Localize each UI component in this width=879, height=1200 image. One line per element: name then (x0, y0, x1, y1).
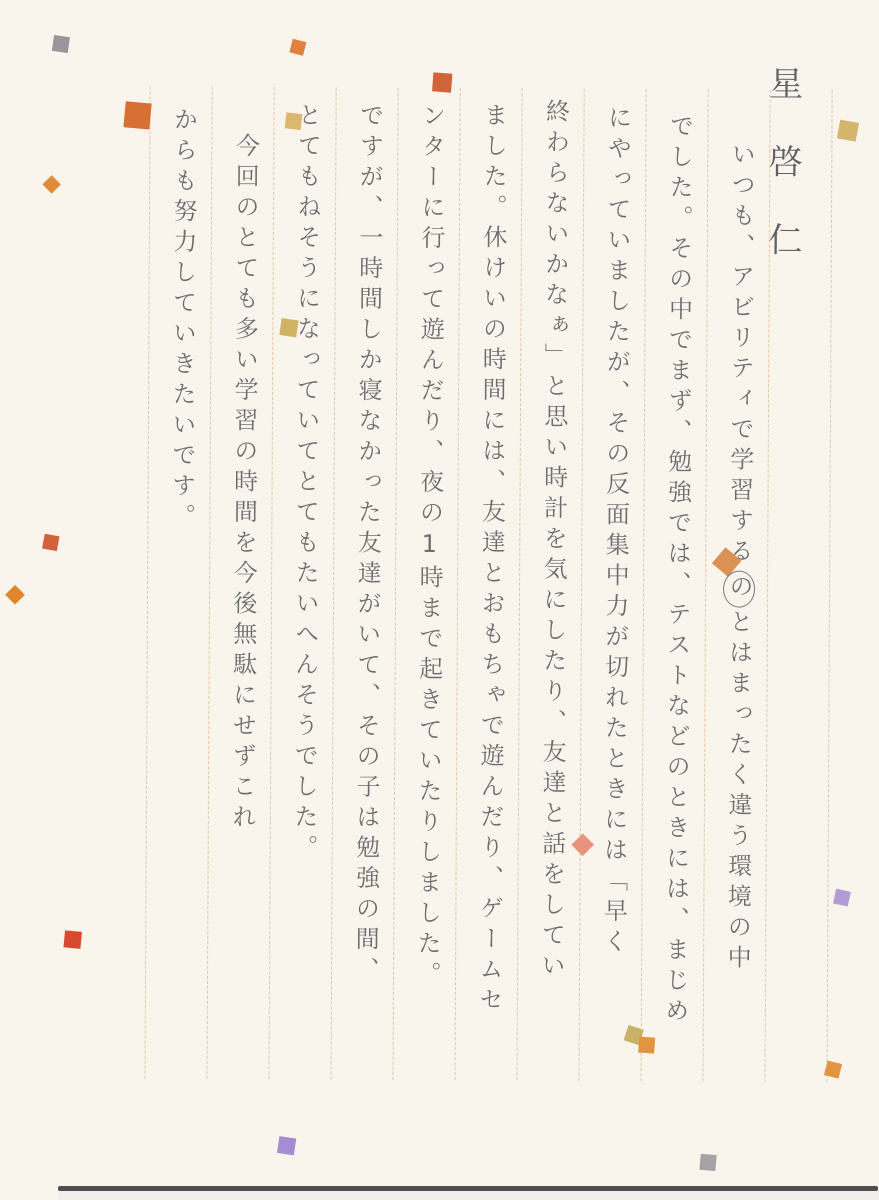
confetti-square (277, 1136, 296, 1155)
guide-line (702, 89, 708, 1081)
confetti-square (833, 889, 851, 907)
author-name: 星啓仁 (761, 65, 803, 300)
essay-column-1 (720, 141, 759, 975)
essay-column-9: 今回のとても多い学習の時間を今後無駄にせずこれ (227, 132, 260, 835)
essay-column-6: ンターに行って遊んだり、夜の1時まで起きていたりしました。 (412, 102, 446, 992)
confetti-square (42, 175, 60, 193)
guide-line (330, 87, 336, 1079)
essay-column-5: ました。休けいの時間には、友達とおもちゃで遊んだり、ゲームセ (474, 102, 508, 1018)
essay-column-3: にやっていましたが、その反面集中力が切れたときには「早く (599, 104, 632, 959)
confetti-square (699, 1154, 716, 1171)
circled-character: の (723, 570, 755, 607)
essay-column-8: とてもねそうになっていてとてもたいへんそうでした。 (289, 102, 322, 865)
guide-line (454, 88, 460, 1080)
guide-line (268, 87, 274, 1079)
column-text: いつも、アビリティで学習する (725, 141, 756, 569)
guide-line (144, 86, 150, 1078)
confetti-square (571, 833, 594, 856)
guide-line (640, 89, 646, 1081)
confetti-square (52, 35, 70, 53)
confetti-square (5, 585, 25, 605)
confetti-layer (3, 0, 879, 2)
guide-line (826, 90, 832, 1082)
essay-column-4: 終わらないかなぁ」と思い時計を気にしたり、友達と話をしてい (536, 98, 570, 984)
guide-line (516, 88, 522, 1080)
confetti-square (837, 120, 859, 142)
essay-column-2: でした。その中でまず、勉強では、テストなどのときには、まじめ (660, 113, 694, 1029)
confetti-square (63, 930, 81, 948)
confetti-square (638, 1037, 655, 1054)
guide-line (392, 88, 398, 1080)
guide-line (206, 87, 212, 1079)
essay-column-10: からも努力していきたいです。 (167, 106, 198, 534)
confetti-square (42, 534, 59, 551)
guide-line (578, 89, 584, 1081)
essay-column-7: ですが、一時間しか寝なかった友達がいて、その子は勉強の間、 (350, 102, 384, 988)
confetti-square (123, 101, 151, 129)
confetti-square (289, 39, 306, 56)
confetti-square (432, 72, 452, 92)
scan-background-strip (58, 1191, 879, 1200)
column-guide-lines (3, 0, 879, 2)
column-text: とはまったく違う環境の中 (723, 608, 753, 976)
scan-bottom-edge (58, 1186, 878, 1191)
